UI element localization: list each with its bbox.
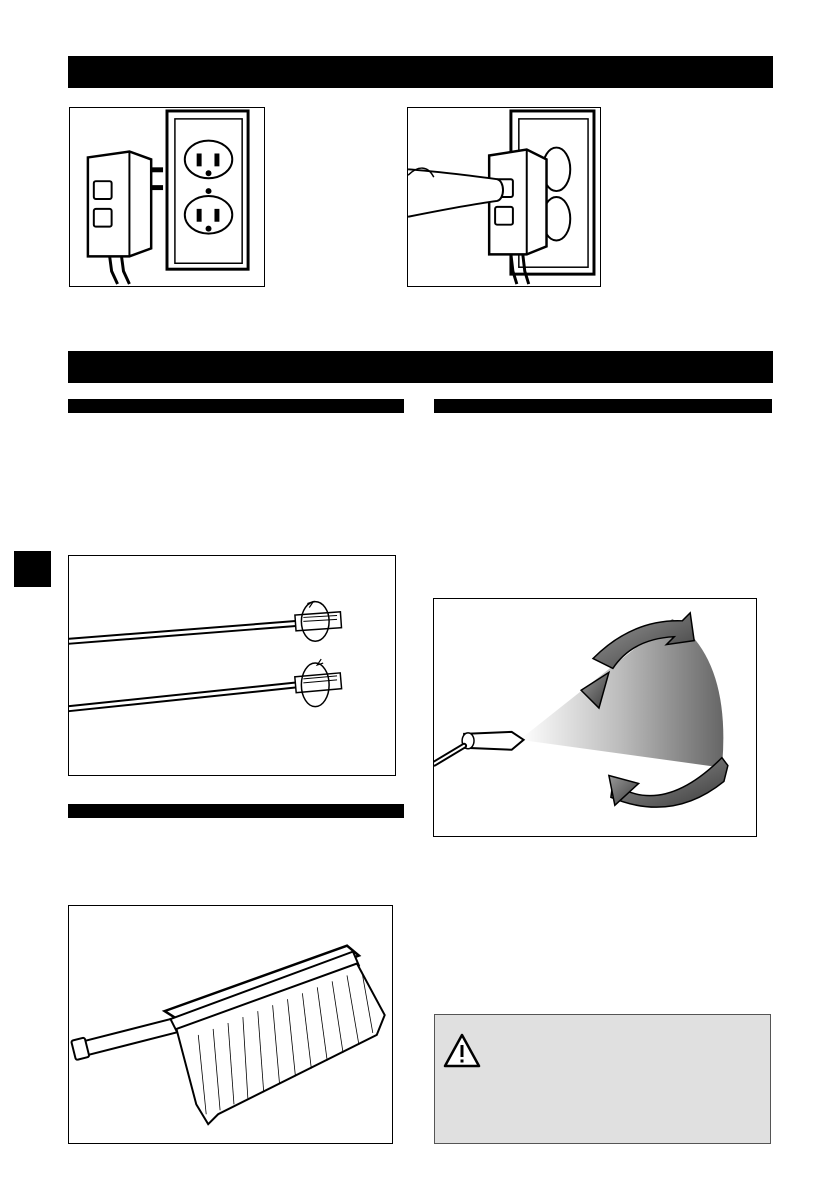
section-header-bar-1 — [68, 56, 773, 88]
plug-outlet-illustration — [70, 108, 264, 286]
figure-plug-outlet — [69, 107, 265, 287]
page-side-tab — [14, 551, 51, 587]
press-reset-illustration — [408, 108, 600, 286]
subsection-bar-left-2 — [68, 804, 404, 818]
figure-press-reset — [407, 107, 601, 287]
warning-triangle-icon — [443, 1033, 481, 1069]
warning-box — [434, 1014, 771, 1144]
section-header-bar-2 — [68, 351, 773, 383]
nozzle-spray-illustration — [434, 599, 756, 836]
wand-rotation-illustration — [69, 556, 395, 775]
figure-brush — [68, 905, 393, 1144]
brush-illustration — [69, 906, 392, 1143]
subsection-bar-left-1 — [68, 399, 404, 413]
figure-wand-rotation — [68, 555, 396, 776]
subsection-bar-right-1 — [434, 399, 772, 413]
figure-nozzle-spray — [433, 598, 757, 837]
